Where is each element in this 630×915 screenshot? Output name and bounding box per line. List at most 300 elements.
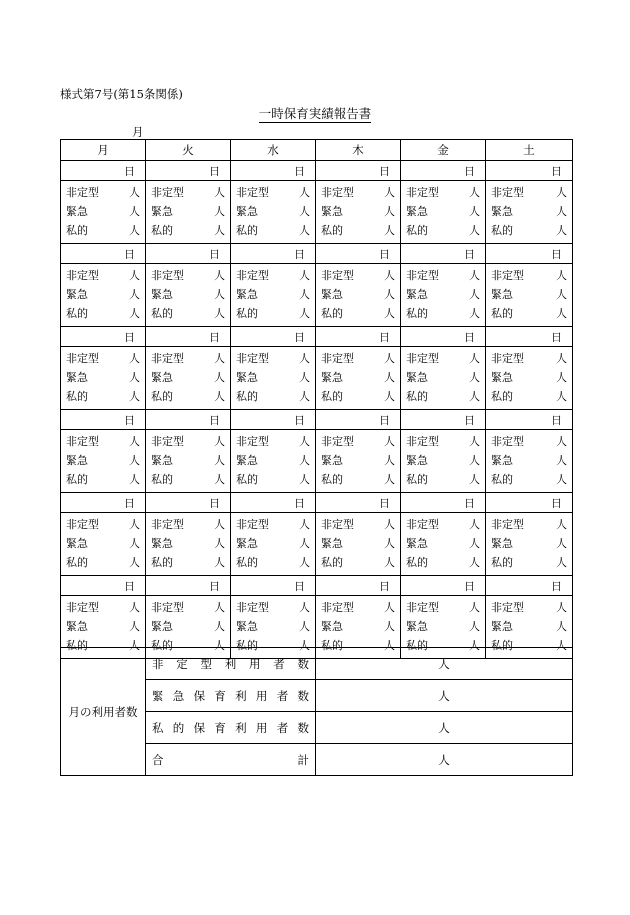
count-line: [406, 183, 480, 202]
category-label: 非定型: [321, 186, 354, 199]
date-cell[interactable]: 日: [401, 493, 486, 513]
unit-label: 人: [214, 288, 225, 301]
category-label: 非定型: [406, 269, 439, 282]
day-count-cell[interactable]: [316, 347, 401, 410]
unit-label: 人: [469, 556, 480, 569]
date-cell[interactable]: 日: [61, 327, 146, 347]
date-cell[interactable]: 日: [146, 493, 231, 513]
label-char: 用: [255, 688, 268, 703]
unit-label: 人: [299, 186, 310, 199]
count-row: [61, 347, 573, 410]
category-label: 私的: [406, 307, 428, 320]
count-line: [491, 470, 567, 489]
category-label: 私的: [406, 639, 428, 652]
category-label: 非定型: [236, 186, 269, 199]
summary-value-total[interactable]: 人: [316, 744, 573, 776]
date-cell[interactable]: 日: [486, 576, 573, 596]
count-line: [151, 368, 225, 387]
unit-label: 人: [214, 186, 225, 199]
unit-label: 人: [129, 537, 140, 550]
unit-label: 人: [384, 205, 395, 218]
count-line: [236, 553, 310, 572]
date-cell[interactable]: 日: [61, 244, 146, 264]
category-label: 私的: [406, 390, 428, 403]
category-label: 緊急: [491, 288, 513, 301]
count-line: [321, 553, 395, 572]
date-cell[interactable]: 日: [146, 161, 231, 181]
category-label: 緊急: [151, 205, 173, 218]
date-cell[interactable]: 日: [231, 327, 316, 347]
unit-label: 人: [299, 620, 310, 633]
category-label: 非定型: [321, 518, 354, 531]
summary-row-header: 月の利用者数: [61, 648, 146, 776]
count-line: [491, 387, 567, 406]
label-char: 数: [297, 688, 309, 703]
day-count-cell[interactable]: [146, 181, 231, 244]
weekday-header: 水: [231, 140, 316, 161]
count-line: [151, 598, 225, 617]
label-char: 育: [214, 688, 226, 703]
category-label: 私的: [236, 556, 258, 569]
date-cell[interactable]: 日: [401, 327, 486, 347]
category-label: 非定型: [66, 269, 99, 282]
unit-label: 人: [214, 620, 225, 633]
day-count-cell[interactable]: [231, 181, 316, 244]
count-line: [491, 368, 567, 387]
day-count-cell[interactable]: [401, 430, 486, 493]
category-label: 非定型: [151, 186, 184, 199]
category-label: 非定型: [151, 601, 184, 614]
category-label: 緊急: [66, 620, 88, 633]
day-count-cell[interactable]: [61, 430, 146, 493]
date-cell[interactable]: 日: [231, 161, 316, 181]
unit-label: 人: [214, 390, 225, 403]
category-label: 私的: [66, 639, 88, 652]
category-label: 緊急: [321, 205, 343, 218]
category-label: 緊急: [491, 620, 513, 633]
day-count-cell[interactable]: [401, 181, 486, 244]
day-count-cell[interactable]: [316, 181, 401, 244]
unit-label: 人: [469, 620, 480, 633]
category-label: 緊急: [66, 454, 88, 467]
count-line: [236, 432, 310, 451]
day-count-cell[interactable]: [316, 513, 401, 576]
category-label: 緊急: [236, 371, 258, 384]
category-label: 緊急: [236, 454, 258, 467]
category-label: 私的: [491, 224, 513, 237]
date-cell[interactable]: 日: [61, 576, 146, 596]
unit-label: 人: [129, 601, 140, 614]
category-label: 緊急: [491, 371, 513, 384]
count-line: [151, 183, 225, 202]
category-label: 非定型: [236, 269, 269, 282]
count-line: [151, 387, 225, 406]
count-line: [491, 183, 567, 202]
day-count-cell[interactable]: [231, 513, 316, 576]
count-line: [66, 387, 140, 406]
count-line: [236, 266, 310, 285]
unit-label: 人: [384, 186, 395, 199]
label-char: 数: [297, 656, 309, 671]
unit-label: 人: [556, 224, 567, 237]
category-label: 私的: [236, 307, 258, 320]
count-line: [236, 202, 310, 221]
date-cell[interactable]: 日: [316, 327, 401, 347]
count-line: [66, 266, 140, 285]
date-cell[interactable]: 日: [316, 161, 401, 181]
count-line: [151, 617, 225, 636]
category-label: 緊急: [406, 288, 428, 301]
date-cell[interactable]: 日: [231, 576, 316, 596]
category-label: 緊急: [236, 205, 258, 218]
category-label: 非定型: [66, 435, 99, 448]
date-cell[interactable]: 日: [231, 244, 316, 264]
count-line: [321, 304, 395, 323]
weekday-header: 木: [316, 140, 401, 161]
category-label: 非定型: [236, 518, 269, 531]
day-count-cell[interactable]: [486, 430, 573, 493]
day-count-cell[interactable]: [231, 264, 316, 327]
unit-label: 人: [299, 205, 310, 218]
unit-label: 人: [384, 435, 395, 448]
date-cell[interactable]: 日: [401, 244, 486, 264]
date-cell[interactable]: 日: [146, 244, 231, 264]
weekday-header: 土: [486, 140, 573, 161]
category-label: 私的: [151, 390, 173, 403]
day-count-cell[interactable]: [316, 430, 401, 493]
date-cell[interactable]: 日: [316, 410, 401, 430]
category-label: 非定型: [236, 435, 269, 448]
label-char: 型: [200, 656, 212, 671]
unit-label: 人: [556, 454, 567, 467]
day-count-cell[interactable]: [486, 181, 573, 244]
category-label: 緊急: [406, 205, 428, 218]
label-char: 者: [276, 720, 289, 735]
label-char: 数: [297, 720, 309, 735]
unit-label: 人: [556, 639, 567, 652]
label-char: 用: [255, 720, 268, 735]
day-count-cell[interactable]: [146, 347, 231, 410]
weekday-header: 月: [61, 140, 146, 161]
unit-label: 人: [384, 454, 395, 467]
day-count-cell[interactable]: [146, 513, 231, 576]
unit-label: 人: [384, 390, 395, 403]
unit-label: 人: [384, 269, 395, 282]
unit-label: 人: [469, 205, 480, 218]
count-line: [151, 470, 225, 489]
count-row: [61, 181, 573, 244]
date-cell[interactable]: 日: [316, 244, 401, 264]
category-label: 私的: [66, 473, 88, 486]
category-label: 緊急: [321, 620, 343, 633]
unit-label: 人: [556, 307, 567, 320]
category-label: 緊急: [491, 205, 513, 218]
category-label: 私的: [151, 224, 173, 237]
day-count-cell[interactable]: [316, 264, 401, 327]
unit-label: 人: [556, 473, 567, 486]
category-label: 緊急: [236, 620, 258, 633]
category-label: 私的: [236, 473, 258, 486]
unit-label: 人: [556, 205, 567, 218]
category-label: 非定型: [66, 186, 99, 199]
category-label: 緊急: [151, 454, 173, 467]
unit-label: 人: [129, 435, 140, 448]
count-line: [236, 451, 310, 470]
date-cell[interactable]: 日: [146, 576, 231, 596]
category-label: 私的: [491, 307, 513, 320]
count-line: [151, 534, 225, 553]
day-count-cell[interactable]: [231, 430, 316, 493]
unit-label: 人: [384, 224, 395, 237]
count-line: [151, 221, 225, 240]
date-cell[interactable]: 日: [486, 410, 573, 430]
category-label: 私的: [406, 556, 428, 569]
unit-label: 人: [469, 454, 480, 467]
category-label: 私的: [406, 473, 428, 486]
date-cell[interactable]: 日: [316, 493, 401, 513]
count-line: [236, 349, 310, 368]
category-label: 緊急: [151, 288, 173, 301]
spread-label: [152, 656, 309, 672]
category-label: 私的: [66, 224, 88, 237]
summary-value-private[interactable]: 人: [316, 712, 573, 744]
unit-label: 人: [384, 307, 395, 320]
category-label: 私的: [491, 390, 513, 403]
unit-label: 人: [556, 435, 567, 448]
label-char: 利: [235, 720, 247, 735]
day-count-cell[interactable]: [146, 264, 231, 327]
category-label: 緊急: [406, 620, 428, 633]
unit-label: 人: [214, 454, 225, 467]
count-line: [406, 470, 480, 489]
category-label: 緊急: [236, 288, 258, 301]
date-cell[interactable]: 日: [486, 327, 573, 347]
category-label: 緊急: [321, 454, 343, 467]
count-line: [491, 349, 567, 368]
unit-label: 人: [214, 371, 225, 384]
count-line: [236, 515, 310, 534]
label-char: 緊: [152, 688, 164, 703]
count-line: [491, 266, 567, 285]
unit-label: 人: [556, 186, 567, 199]
unit-label: 人: [384, 556, 395, 569]
label-char: 利: [235, 688, 247, 703]
count-line: [491, 432, 567, 451]
unit-label: 人: [214, 269, 225, 282]
label-char: 保: [193, 688, 206, 703]
unit-label: 人: [384, 639, 395, 652]
unit-label: 人: [556, 620, 567, 633]
label-char: 的: [172, 720, 185, 735]
count-line: [151, 451, 225, 470]
label-char: 非: [152, 656, 164, 671]
day-count-cell[interactable]: [486, 513, 573, 576]
count-line: [66, 221, 140, 240]
summary-value-irregular[interactable]: 人: [316, 648, 573, 680]
day-count-cell[interactable]: [401, 513, 486, 576]
count-line: [491, 451, 567, 470]
unit-label: 人: [299, 473, 310, 486]
summary-value-emergency[interactable]: 人: [316, 680, 573, 712]
category-label: 非定型: [406, 435, 439, 448]
count-line: [321, 202, 395, 221]
unit-label: 人: [384, 473, 395, 486]
category-label: 非定型: [66, 518, 99, 531]
count-line: [66, 534, 140, 553]
category-label: 非定型: [406, 518, 439, 531]
count-line: [66, 202, 140, 221]
count-line: [491, 304, 567, 323]
count-line: [151, 202, 225, 221]
date-cell[interactable]: 日: [231, 493, 316, 513]
unit-label: 人: [299, 639, 310, 652]
unit-label: 人: [469, 371, 480, 384]
day-count-cell[interactable]: [61, 181, 146, 244]
date-cell[interactable]: 日: [61, 493, 146, 513]
unit-label: 人: [129, 288, 140, 301]
date-cell[interactable]: 日: [316, 576, 401, 596]
unit-label: 人: [129, 473, 140, 486]
count-line: [491, 617, 567, 636]
label-char: 急: [172, 688, 185, 703]
day-count-cell[interactable]: [61, 513, 146, 576]
count-line: [321, 387, 395, 406]
day-count-cell[interactable]: [401, 347, 486, 410]
unit-label: 人: [469, 601, 480, 614]
calendar-table: [60, 139, 573, 659]
category-label: 私的: [236, 224, 258, 237]
day-count-cell[interactable]: [401, 264, 486, 327]
unit-label: 人: [556, 601, 567, 614]
summary-label-private: [146, 712, 316, 744]
category-label: 緊急: [491, 537, 513, 550]
category-label: 私的: [151, 307, 173, 320]
unit-label: 人: [299, 352, 310, 365]
label-char: 者: [273, 656, 285, 671]
unit-label: 人: [214, 556, 225, 569]
count-line: [406, 432, 480, 451]
day-count-cell[interactable]: [486, 347, 573, 410]
date-cell[interactable]: 日: [401, 161, 486, 181]
count-row: [61, 264, 573, 327]
unit-label: 人: [129, 307, 140, 320]
unit-label: 人: [214, 537, 225, 550]
category-label: 私的: [491, 556, 513, 569]
day-count-cell[interactable]: [61, 264, 146, 327]
count-row: [61, 430, 573, 493]
count-line: [406, 534, 480, 553]
label-char: 合: [152, 752, 164, 767]
category-label: 私的: [406, 224, 428, 237]
unit-label: 人: [129, 390, 140, 403]
count-line: [406, 368, 480, 387]
category-label: 緊急: [66, 288, 88, 301]
unit-label: 人: [129, 639, 140, 652]
unit-label: 人: [299, 371, 310, 384]
day-count-cell[interactable]: [61, 347, 146, 410]
category-label: 緊急: [66, 205, 88, 218]
count-line: [66, 598, 140, 617]
date-cell[interactable]: 日: [231, 410, 316, 430]
date-cell[interactable]: 日: [61, 410, 146, 430]
unit-label: 人: [384, 371, 395, 384]
unit-label: 人: [129, 186, 140, 199]
category-label: 私的: [151, 639, 173, 652]
count-line: [406, 202, 480, 221]
label-char: 定: [176, 656, 188, 671]
date-cell[interactable]: 日: [146, 327, 231, 347]
date-row: [61, 576, 573, 596]
unit-label: 人: [469, 518, 480, 531]
count-line: [491, 553, 567, 572]
date-cell[interactable]: 日: [486, 161, 573, 181]
count-line: [236, 285, 310, 304]
category-label: 非定型: [491, 352, 524, 365]
category-label: 緊急: [321, 288, 343, 301]
count-row: [61, 513, 573, 576]
unit-label: 人: [384, 620, 395, 633]
count-line: [491, 221, 567, 240]
count-line: [236, 534, 310, 553]
unit-label: 人: [129, 518, 140, 531]
category-label: 非定型: [151, 352, 184, 365]
count-line: [406, 598, 480, 617]
day-count-cell[interactable]: [231, 347, 316, 410]
unit-label: 人: [469, 352, 480, 365]
category-label: 非定型: [321, 435, 354, 448]
label-char: 者: [276, 688, 289, 703]
category-label: 私的: [321, 390, 343, 403]
unit-label: 人: [469, 639, 480, 652]
day-count-cell[interactable]: [486, 264, 573, 327]
date-cell[interactable]: 日: [486, 244, 573, 264]
spread-label: [152, 688, 309, 704]
count-line: [151, 304, 225, 323]
unit-label: 人: [469, 224, 480, 237]
unit-label: 人: [556, 288, 567, 301]
unit-label: 人: [129, 454, 140, 467]
date-cell[interactable]: 日: [486, 493, 573, 513]
count-line: [491, 202, 567, 221]
count-line: [66, 432, 140, 451]
unit-label: 人: [129, 352, 140, 365]
category-label: 非定型: [321, 269, 354, 282]
date-cell[interactable]: 日: [401, 576, 486, 596]
category-label: 緊急: [406, 371, 428, 384]
date-cell[interactable]: 日: [146, 410, 231, 430]
unit-label: 人: [556, 269, 567, 282]
month-label: 月: [132, 125, 144, 139]
count-line: [66, 368, 140, 387]
category-label: 非定型: [491, 601, 524, 614]
weekday-header: 金: [401, 140, 486, 161]
count-line: [236, 617, 310, 636]
category-label: 緊急: [406, 454, 428, 467]
day-count-cell[interactable]: [146, 430, 231, 493]
weekday-header-row: [61, 140, 573, 161]
date-cell[interactable]: 日: [401, 410, 486, 430]
count-line: [151, 349, 225, 368]
count-line: [321, 617, 395, 636]
date-cell[interactable]: 日: [61, 161, 146, 181]
category-label: 緊急: [151, 371, 173, 384]
count-line: [406, 451, 480, 470]
count-line: [406, 304, 480, 323]
category-label: 緊急: [151, 537, 173, 550]
unit-label: 人: [556, 556, 567, 569]
count-line: [66, 553, 140, 572]
summary-table: [60, 647, 573, 776]
